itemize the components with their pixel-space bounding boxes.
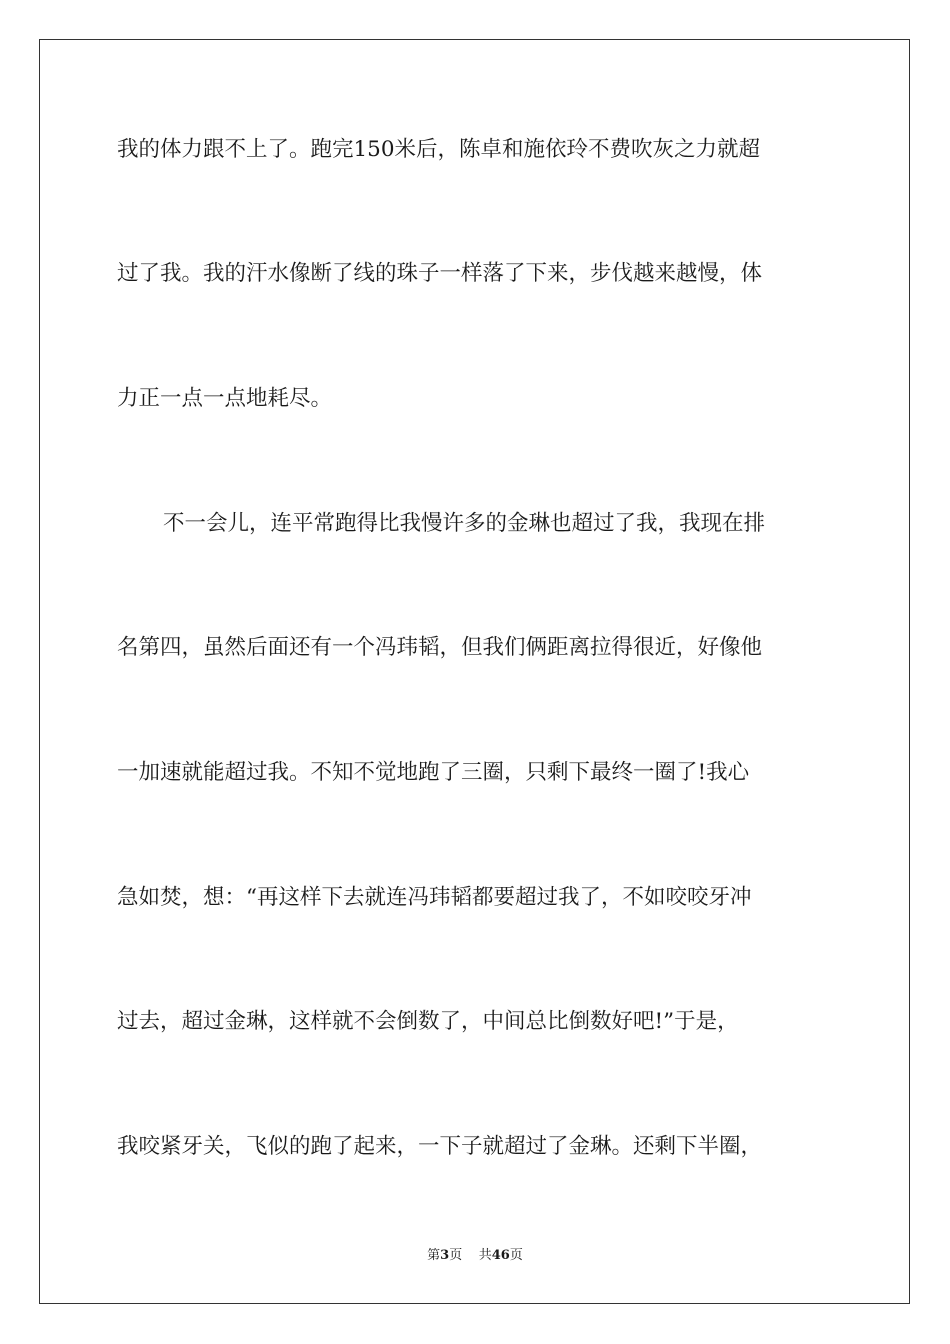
page-number-total: 46 xyxy=(491,1248,510,1263)
page-frame xyxy=(39,39,910,1304)
paragraph-line: 名第四，虽然后面还有一个冯玮韬，但我们俩距离拉得很近，好像他 xyxy=(117,635,763,660)
page-total-suffix: 页 xyxy=(509,1248,523,1263)
paragraph-line: 过了我。我的汗水像断了线的珠子一样落了下来，步伐越来越慢，体 xyxy=(117,261,763,286)
paragraph-line: 不一会儿，连平常跑得比我慢许多的金琳也超过了我，我现在排 xyxy=(163,511,766,536)
page-number-prefix: 第 xyxy=(427,1248,441,1263)
page-total-prefix: 共 xyxy=(478,1248,492,1263)
paragraph-line: 一加速就能超过我。不知不觉地跑了三圈，只剩下最终一圈了!我心 xyxy=(117,760,750,785)
paragraph-line: 过去，超过金琳，这样就不会倒数了，中间总比倒数好吧!”于是， xyxy=(117,1009,739,1034)
page-number-suffix: 页 xyxy=(449,1248,463,1263)
paragraph-line: 急如焚，想：“再这样下去就连冯玮韬都要超过我了，不如咬咬牙冲 xyxy=(117,885,752,910)
paragraph-line: 力正一点一点地耗尽。 xyxy=(117,386,333,411)
paragraph-line: 我咬紧牙关，飞似的跑了起来，一下子就超过了金琳。还剩下半圈， xyxy=(117,1134,763,1159)
page-number-current: 3 xyxy=(440,1248,450,1263)
page-footer xyxy=(0,1247,950,1265)
paragraph-line: 我的体力跟不上了。跑完150米后，陈卓和施依玲不费吹灰之力就超 xyxy=(117,137,761,162)
